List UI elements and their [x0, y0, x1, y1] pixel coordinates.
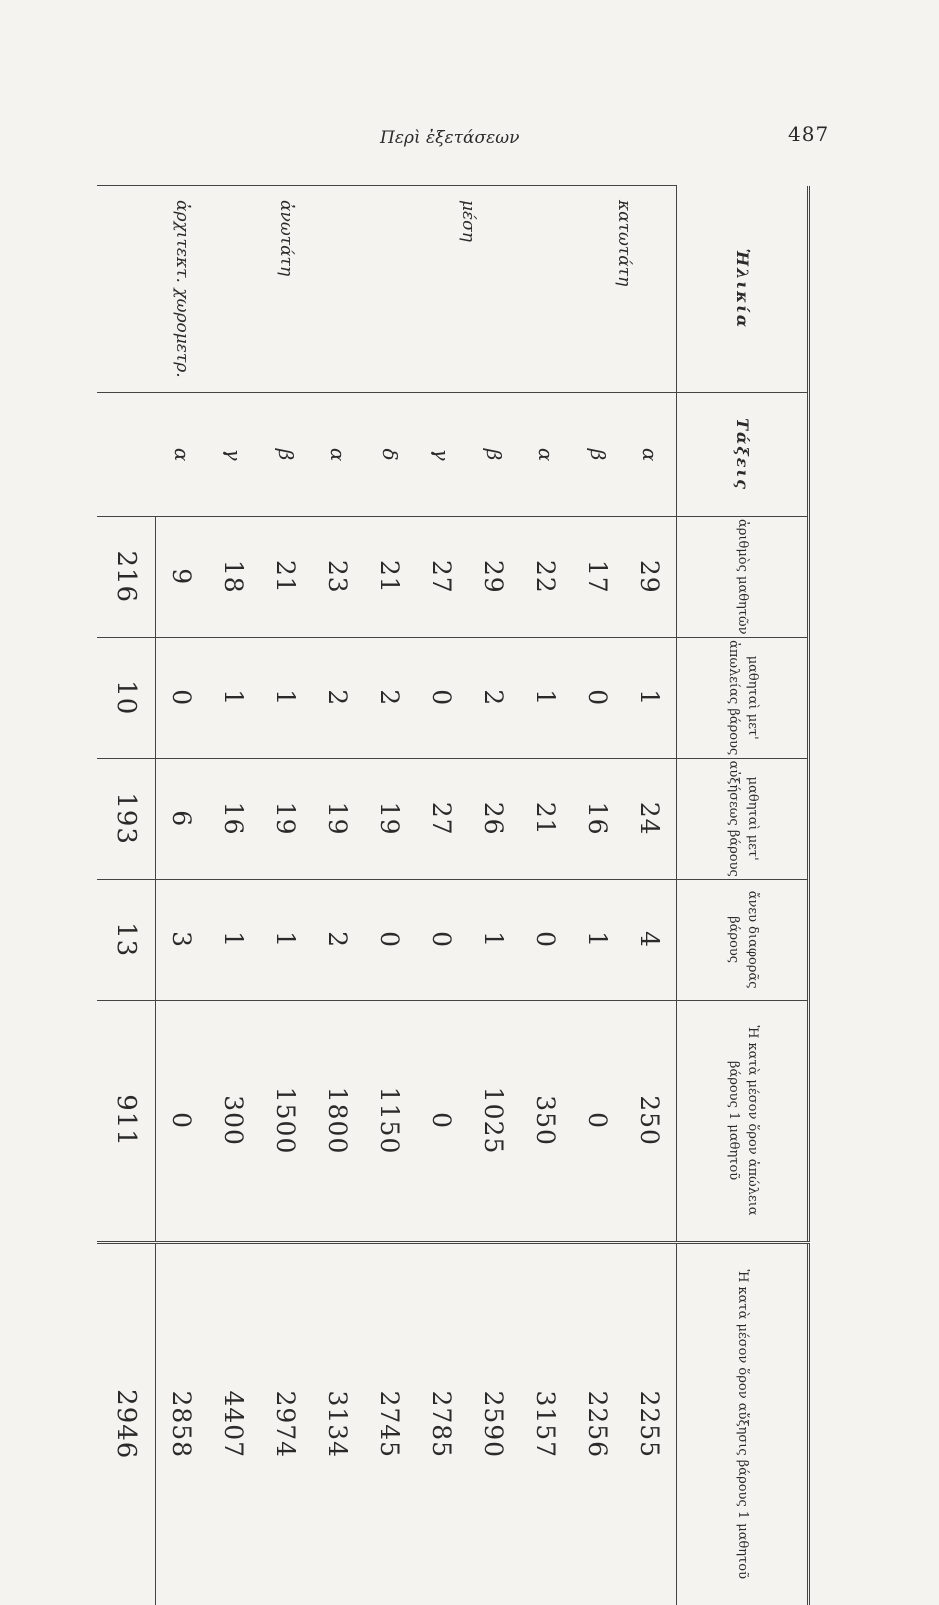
avg-gain-cell: 4407 — [208, 1242, 260, 1605]
group-architecture: ἀρχιτεκτ. χωρομετρ. — [156, 186, 209, 393]
avg-loss-cell: 250 — [624, 1000, 677, 1242]
totals-spacer — [97, 186, 156, 393]
nochange-cell: 3 — [156, 879, 209, 1000]
gain-cell: 6 — [156, 758, 209, 879]
header-avg-gain: Ἡ κατὰ μέσον ὅρον αὔξησις βάρους 1 μαθητοῦ — [677, 1242, 809, 1605]
table-row — [624, 186, 677, 1605]
loss-cell: 1 — [260, 637, 312, 758]
loss-cell: 1 — [520, 637, 572, 758]
avg-loss-cell: 1025 — [468, 1000, 520, 1242]
table-row — [572, 186, 624, 1605]
avg-loss-cell: 300 — [208, 1000, 260, 1242]
header-nochange: ἄνευ διαφορᾶς βάρους — [677, 879, 809, 1000]
nochange-cell: 0 — [416, 879, 468, 1000]
avg-gain-cell: 3157 — [520, 1242, 572, 1605]
avg-loss-cell: 0 — [156, 1000, 209, 1242]
header-avg-loss: Ἡ κατὰ μέσον ὅρον ἀπώλεια βάρους 1 μαθητοῦ — [677, 1000, 809, 1242]
header-age: Ἡλικία — [677, 186, 809, 393]
table-row — [312, 186, 364, 1605]
count-cell: 27 — [416, 516, 468, 637]
avg-gain-cell: 3134 — [312, 1242, 364, 1605]
loss-cell: 2 — [312, 637, 364, 758]
header-count: ἀριθμὸς μαθητῶν — [677, 516, 809, 637]
total-count: 216 — [97, 516, 156, 637]
statistics-table — [110, 185, 810, 1605]
group-middle: μέση — [364, 186, 572, 393]
gain-cell: 19 — [260, 758, 312, 879]
group-highest: ἀνωτάτη — [208, 186, 364, 393]
avg-loss-cell: 0 — [572, 1000, 624, 1242]
total-avg-gain: 2946 — [97, 1242, 156, 1605]
count-cell: 21 — [260, 516, 312, 637]
avg-gain-cell: 2974 — [260, 1242, 312, 1605]
avg-loss-cell: 1500 — [260, 1000, 312, 1242]
count-cell: 29 — [468, 516, 520, 637]
group-lowest: κατωτάτη — [572, 186, 677, 393]
table-row — [156, 186, 209, 1605]
count-cell: 9 — [156, 516, 209, 637]
header-loss: μαθηταὶ μετ' ἀπωλείας βάρους — [677, 637, 809, 758]
gain-cell: 19 — [364, 758, 416, 879]
total-nochange: 13 — [97, 879, 156, 1000]
avg-gain-cell: 2590 — [468, 1242, 520, 1605]
table-row — [416, 186, 468, 1605]
total-loss: 10 — [97, 637, 156, 758]
avg-loss-cell: 0 — [416, 1000, 468, 1242]
header-class: Τάξεις — [677, 393, 809, 516]
count-cell: 17 — [572, 516, 624, 637]
gain-cell: 27 — [416, 758, 468, 879]
avg-gain-cell: 2256 — [572, 1242, 624, 1605]
class-cell: δ — [364, 393, 416, 516]
table-row — [208, 186, 260, 1605]
header-gain: μαθηταὶ μετ' αὐξήσεως βάρους — [677, 758, 809, 879]
class-cell: α — [156, 393, 209, 516]
loss-cell: 0 — [572, 637, 624, 758]
nochange-cell: 0 — [520, 879, 572, 1000]
loss-cell: 1 — [208, 637, 260, 758]
avg-loss-cell: 1800 — [312, 1000, 364, 1242]
table-row — [468, 186, 520, 1605]
total-avg-loss: 911 — [97, 1000, 156, 1242]
gain-cell: 16 — [572, 758, 624, 879]
class-cell: α — [624, 393, 677, 516]
table-row — [364, 186, 416, 1605]
page-number: 487 — [788, 122, 829, 146]
table-row — [520, 186, 572, 1605]
nochange-cell: 1 — [468, 879, 520, 1000]
class-cell: γ — [416, 393, 468, 516]
count-cell: 18 — [208, 516, 260, 637]
running-head: Περὶ ἐξετάσεων — [380, 128, 519, 148]
gain-cell: 21 — [520, 758, 572, 879]
totals-spacer — [97, 393, 156, 516]
avg-gain-cell: 2255 — [624, 1242, 677, 1605]
nochange-cell: 1 — [572, 879, 624, 1000]
count-cell: 21 — [364, 516, 416, 637]
class-cell: α — [312, 393, 364, 516]
count-cell: 22 — [520, 516, 572, 637]
gain-cell: 19 — [312, 758, 364, 879]
nochange-cell: 1 — [208, 879, 260, 1000]
class-cell: β — [572, 393, 624, 516]
nochange-cell: 0 — [364, 879, 416, 1000]
table-row — [260, 186, 312, 1605]
total-gain: 193 — [97, 758, 156, 879]
class-cell: β — [260, 393, 312, 516]
avg-gain-cell: 2785 — [416, 1242, 468, 1605]
loss-cell: 0 — [156, 637, 209, 758]
class-cell: α — [520, 393, 572, 516]
loss-cell: 1 — [624, 637, 677, 758]
gain-cell: 24 — [624, 758, 677, 879]
nochange-cell: 4 — [624, 879, 677, 1000]
count-cell: 29 — [624, 516, 677, 637]
avg-loss-cell: 350 — [520, 1000, 572, 1242]
class-cell: γ — [208, 393, 260, 516]
avg-loss-cell: 1150 — [364, 1000, 416, 1242]
count-cell: 23 — [312, 516, 364, 637]
nochange-cell: 2 — [312, 879, 364, 1000]
loss-cell: 2 — [364, 637, 416, 758]
nochange-cell: 1 — [260, 879, 312, 1000]
class-cell: β — [468, 393, 520, 516]
avg-gain-cell: 2745 — [364, 1242, 416, 1605]
loss-cell: 2 — [468, 637, 520, 758]
gain-cell: 26 — [468, 758, 520, 879]
avg-gain-cell: 2858 — [156, 1242, 209, 1605]
totals-row — [97, 186, 156, 1605]
loss-cell: 0 — [416, 637, 468, 758]
gain-cell: 16 — [208, 758, 260, 879]
